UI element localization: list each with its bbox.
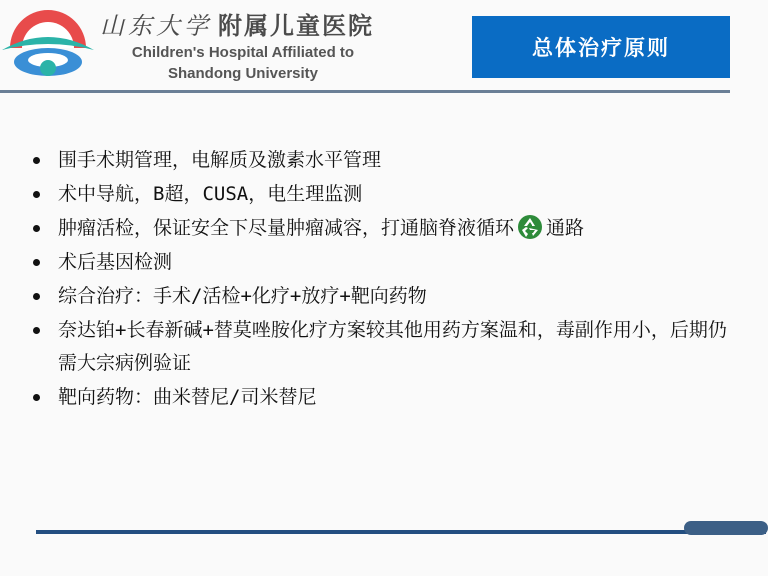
bullet-item	[30, 314, 740, 380]
slide-title-text: 总体治疗原则	[532, 36, 670, 60]
bullet-item	[30, 280, 740, 313]
slide-title	[472, 16, 730, 78]
slide-header	[0, 0, 768, 92]
bullet-dot	[33, 259, 40, 266]
header-divider	[0, 90, 730, 93]
bullet-text: 综合治疗：手术/活检+化疗+放疗+靶向药物	[58, 285, 427, 307]
bullet-text: 术后基因检测	[58, 251, 173, 273]
bullet-item	[30, 212, 740, 245]
footer-divider	[36, 530, 766, 534]
bullet-item	[30, 178, 740, 211]
bullet-item	[30, 246, 740, 279]
hospital-name-en-line2: Shandong University	[167, 65, 319, 82]
footer-watermark-tag	[684, 521, 768, 535]
hospital-name-en	[114, 42, 372, 84]
hospital-name-en-line1: Children's Hospital Affiliated to	[131, 44, 355, 61]
bullet-item	[30, 381, 740, 414]
hospital-name-cn	[100, 6, 374, 41]
bullet-text: 围手术期管理，电解质及激素水平管理	[58, 149, 382, 171]
bullet-dot	[33, 191, 40, 198]
bullet-dot	[33, 225, 40, 232]
bullet-item	[30, 144, 740, 177]
slide-content	[30, 144, 740, 415]
bullet-dot	[33, 394, 40, 401]
bullet-dot	[33, 293, 40, 300]
bullet-text: 靶向药物：曲米替尼/司米替尼	[58, 386, 317, 408]
bullet-dot	[33, 327, 40, 334]
university-calligraphy: 山东大学	[100, 12, 212, 40]
bullet-text: 术中导航，B超，CUSA，电生理监测	[58, 183, 363, 205]
bullet-text: 肿瘤活检，保证安全下尽量肿瘤减容，打通脑脊液循环	[58, 217, 515, 239]
recycle-icon	[517, 214, 543, 240]
hospital-logo	[2, 4, 94, 86]
hospital-name-cn-text: 附属儿童医院	[218, 11, 374, 40]
bullet-text-continued: 通路	[546, 217, 585, 239]
bullet-dot	[33, 157, 40, 164]
bullet-list	[30, 144, 740, 414]
bullet-text: 奈达铂+长春新碱+替莫唑胺化疗方案较其他用药方案温和，毒副作用小，后期仍需大宗病例验证	[58, 319, 727, 374]
